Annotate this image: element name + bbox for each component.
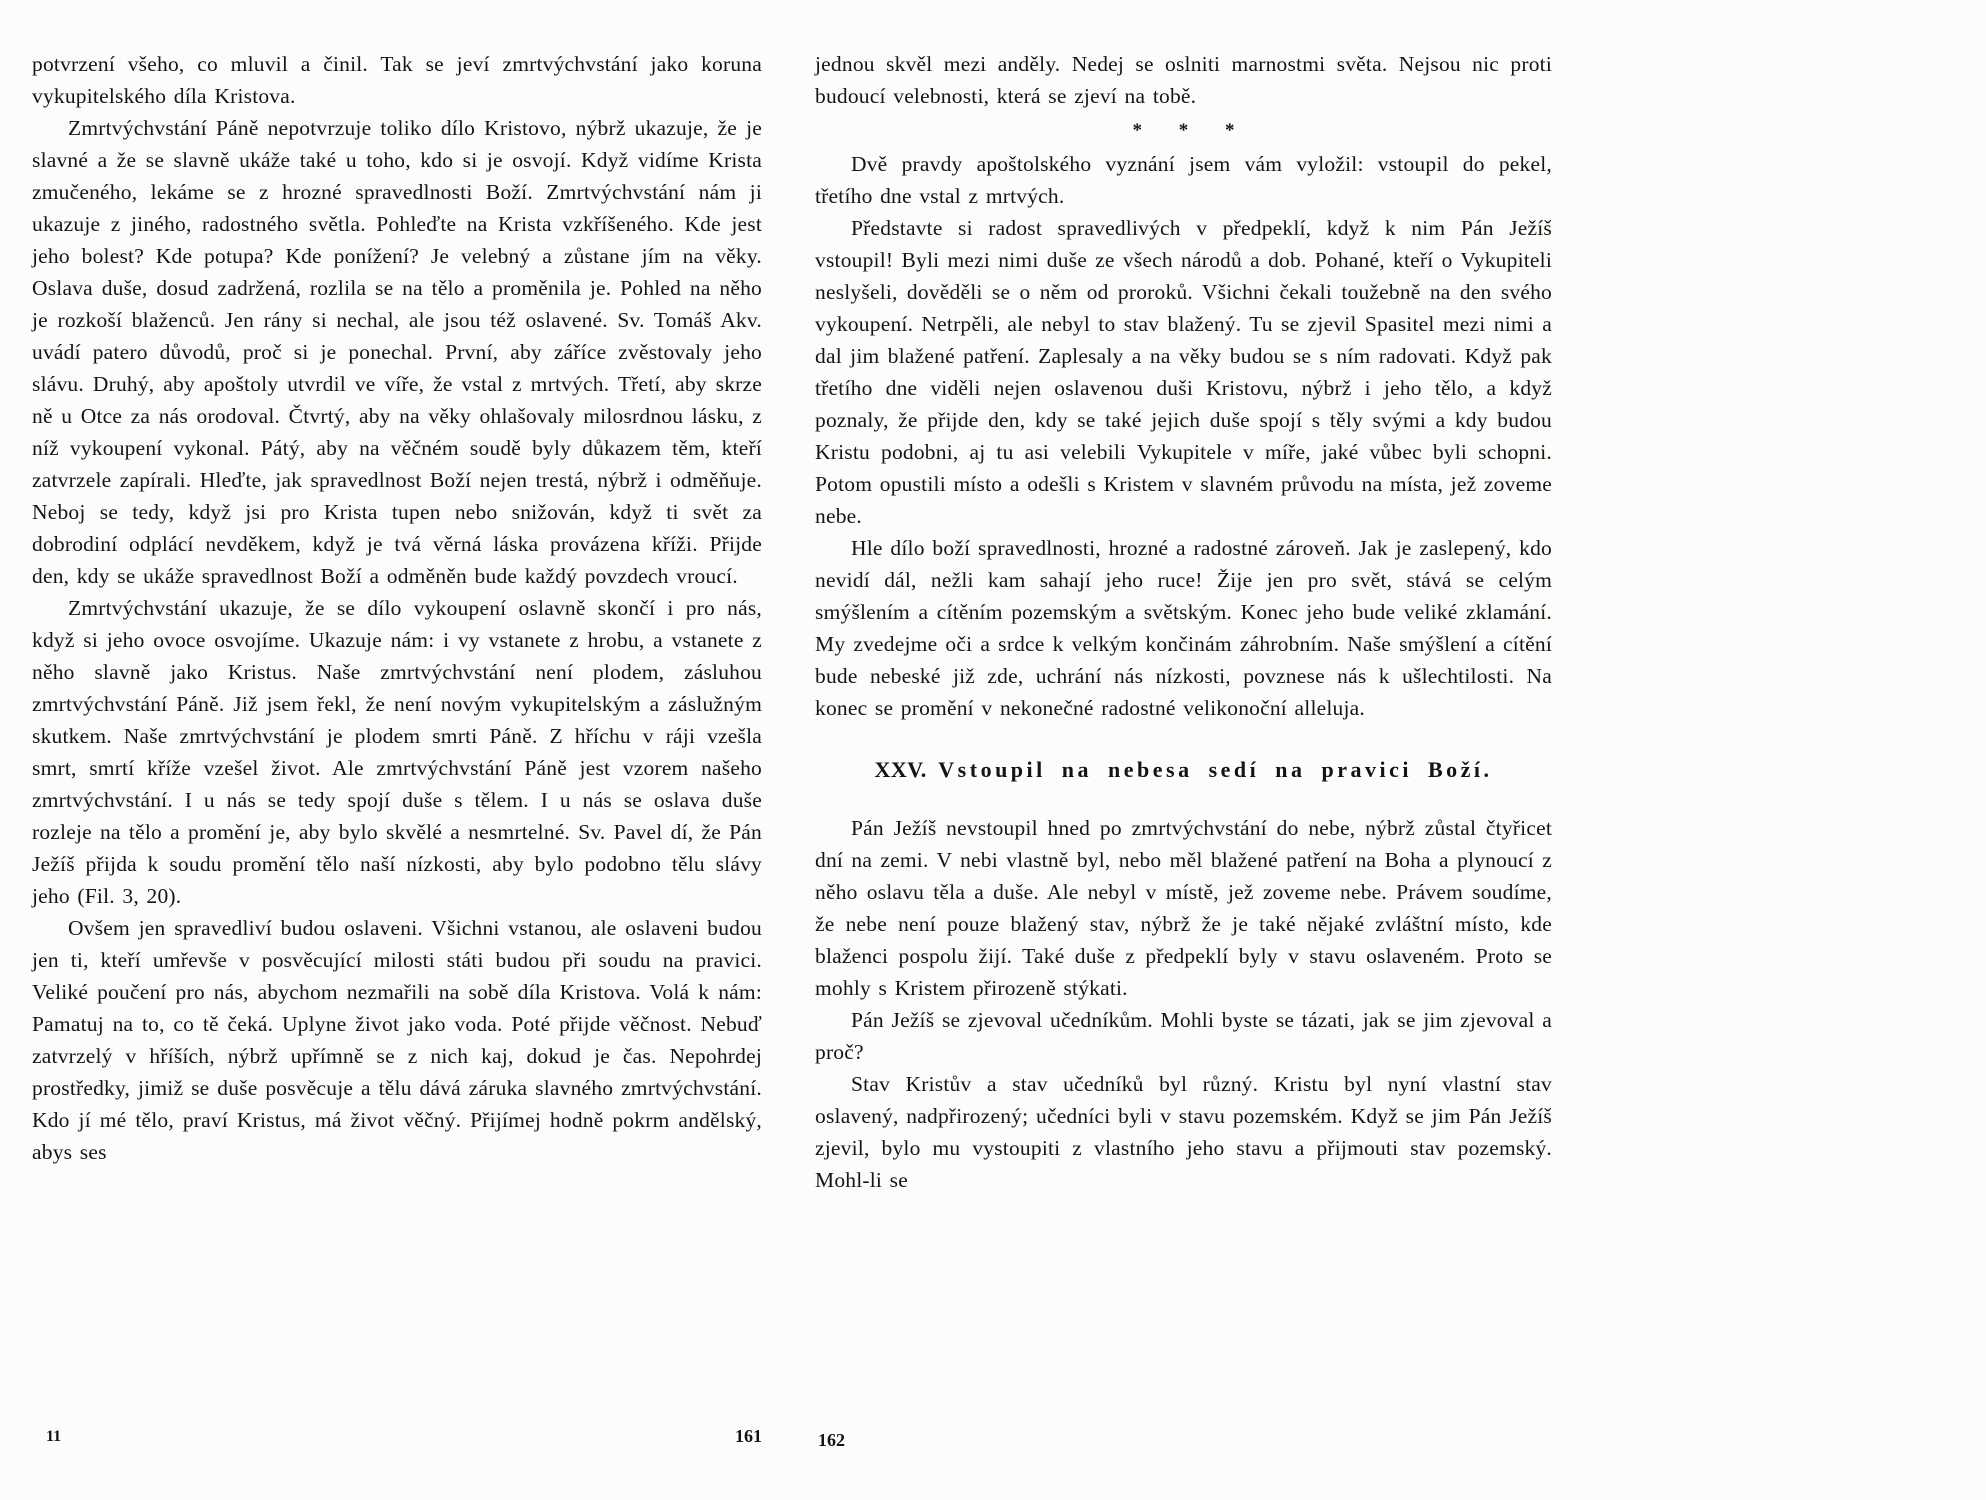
paragraph: Hle dílo boží spravedlnosti, hrozné a radostné zároveň. Jak je zaslepený, kdo nevidí dál, nežli kam sahají jeho ruce! Žije jen pro svět, stává se celým smýšlením a cítěním pozemským a světským. Konec jeho bude veliké zklamání. My zvedejme oči a srdce k velkým končinám záhrobním. Naše smýšlení a cítění bude nebeské již zde, uchrání nás nízkosti, povznese nás k ušlechtilosti. Na konec se promění v nekonečné radostné velikonoční alleluja. [815, 536, 1552, 720]
paragraph: Představte si radost spravedlivých v předpeklí, když k nim Pán Ježíš vstoupil! Byli mezi nimi duše ze všech národů a dob. Pohané, kteří o Vykupiteli neslyšeli, dověděli se o něm od proroků. Všichni čekali toužebně na den svého vykoupení. Netrpěli, ale nebyl to stav blažený. Tu se zjevil Spasitel mezi nimi a dal jim blažené patření. Zaplesaly a na věky budou se s ním radovati. Když pak třetího dne viděli nejen oslavenou duši Kristovu, nýbrž i jeho tělo, a když poznaly, že přijde den, kdy se také jejich duše spojí s těly svými a kdy budou Kristu podobni, aj tu asi velebili Vykupitele v míře, jaké vůbec byli schopni. Potom opustili místo a odešli s Kristem v slavném průvodu na místa, jež zoveme nebe. [815, 216, 1552, 528]
section-number: XXV. [874, 757, 927, 782]
paragraph: Pán Ježíš nevstoupil hned po zmrtvýchvstání do nebe, nýbrž zůstal čtyřicet dní na zemi. V nebi vlastně byl, nebo měl blažené patření na Boha a plynoucí z něho oslavu těla a duše. Ale nebyl v místě, jež zoveme nebe. Právem soudíme, že nebe není pouze blažený stav, nýbrž že je také nějaké zvláštní místo, kde blaženci pospolu žijí. Také duše z předpeklí byly v stavu oslaveném. Proto se mohly s Kristem přirozeně stýkati. [815, 816, 1552, 1000]
right-page-column [815, 48, 1552, 1196]
paragraph: Dvě pravdy apoštolského vyznání jsem vám vyložil: vstoupil do pekel, třetího dne vstal z mrtvých. [815, 152, 1552, 208]
paragraph: Ovšem jen spravedliví budou oslaveni. Všichni vstanou, ale oslaveni budou jen ti, kteří umřevše v posvěcující milosti státi budou při soudu na pravici. Veliké poučení pro nás, abychom nezmařili na sobě díla Kristova. Volá k nám: Pamatuj na to, co tě čeká. Uplyne život jako voda. Poté přijde věčnost. Nebuď zatvrzelý v hříších, nýbrž upřímně se z nich kaj, dokud je čas. Nepohrdej prostředky, jimiž se duše posvěcuje a tělu dává záruka slavného zmrtvýchvstání. Kdo jí mé tělo, praví Kristus, má život věčný. Přijímej hodně pokrm andělský, abys ses [32, 916, 762, 1164]
paragraph: Pán Ježíš se zjevoval učedníkům. Mohli byste se tázati, jak se jim zjevoval a proč? [815, 1008, 1552, 1064]
paragraph: jednou skvěl mezi anděly. Nedej se oslniti marnostmi světa. Nejsou nic proti budoucí velebnosti, která se zjeví na tobě. [815, 52, 1552, 108]
paragraph: Zmrtvýchvstání Páně nepotvrzuje toliko dílo Kristovo, nýbrž ukazuje, že je slavné a že se slavně ukáže také u toho, kdo si je osvojí. Když vidíme Krista zmučeného, lekáme se z hrozné spravedlnosti Boží. Zmrtvýchvstání nám ji ukazuje z jiného, radostného světla. Pohleďte na Krista vzkříšeného. Kde jest jeho bolest? Kde potupa? Kde ponížení? Je velebný a zůstane jím na věky. Oslava duše, dosud zadržená, rozlila se na tělo a proměnila je. Pohled na něho je rozkoší blaženců. Jen rány si nechal, ale jsou též oslavené. Sv. Tomáš Akv. uvádí patero důvodů, proč si je ponechal. První, aby záříce zvěstovaly jeho slávu. Druhý, aby apoštoly utvrdil ve víře, že vstal z mrtvých. Třetí, aby skrze ně u Otce za nás orodoval. Čtvrtý, aby na věky ohlašovaly milosrdnou lásku, z níž vykoupení vykonal. Pátý, aby na věčném soudě byly důkazem těm, kteří zatvrzele zapírali. Hleďte, jak spravedlnost Boží nejen trestá, nýbrž i odměňuje. Neboj se tedy, když jsi pro Krista tupen nebo snižován, když ti svět za dobrodiní odplácí nevděkem, když je tvá věrná láska provázena kříži. Přijde den, kdy se ukáže spravedlnost Boží a odměněn bude každý povzdech vroucí. [32, 116, 762, 588]
page-number-left: 161 [735, 1426, 762, 1446]
paragraph: Stav Kristův a stav učedníků byl různý. Kristu byl nyní vlastní stav oslavený, nadpřirozený; učedníci byli v stavu pozemském. Když se jim Pán Ježíš zjevil, bylo mu vystoupiti z vlastního jeho stavu a přijmouti stav pozemský. Mohl-li se [815, 1072, 1552, 1192]
page-number-right: 162 [818, 1430, 845, 1450]
section-title: Vstoupil na nebesa sedí na pravici Boží. [938, 757, 1493, 782]
section-heading [815, 756, 1552, 784]
left-page-column [32, 48, 762, 1168]
paragraph: Zmrtvýchvstání ukazuje, že se dílo vykoupení oslavně skončí i pro nás, když si jeho ovoce osvojíme. Ukazuje nám: i vy vstanete z hrobu, a vstanete z něho slavně jako Kristus. Naše zmrtvýchvstání není plodem, zásluhou zmrtvýchvstání Páně. Již jsem řekl, že není novým vykupitelským a záslužným skutkem. Naše zmrtvýchvstání je plodem smrti Páně. Z hříchu v ráji vzešla smrt, smrtí kříže vzešel život. Ale zmrtvýchvstání Páně jest vzorem našeho zmrtvýchvstání. I u nás se tedy spojí duše s tělem. I u nás se oslava duše rozleje na tělo a promění je, aby bylo skvělé a nesmrtelné. Sv. Pavel dí, že Pán Ježíš přijda k soudu promění tělo naší nízkosti, aby bylo podobno tělu slávy jeho (Fil. 3, 20). [32, 596, 762, 908]
signature-mark: 11 [46, 1428, 62, 1445]
asterisk-divider: * * * [1132, 120, 1251, 141]
paragraph: potvrzení všeho, co mluvil a činil. Tak se jeví zmrtvýchvstání jako koruna vykupitelského díla Kristova. [32, 52, 762, 108]
